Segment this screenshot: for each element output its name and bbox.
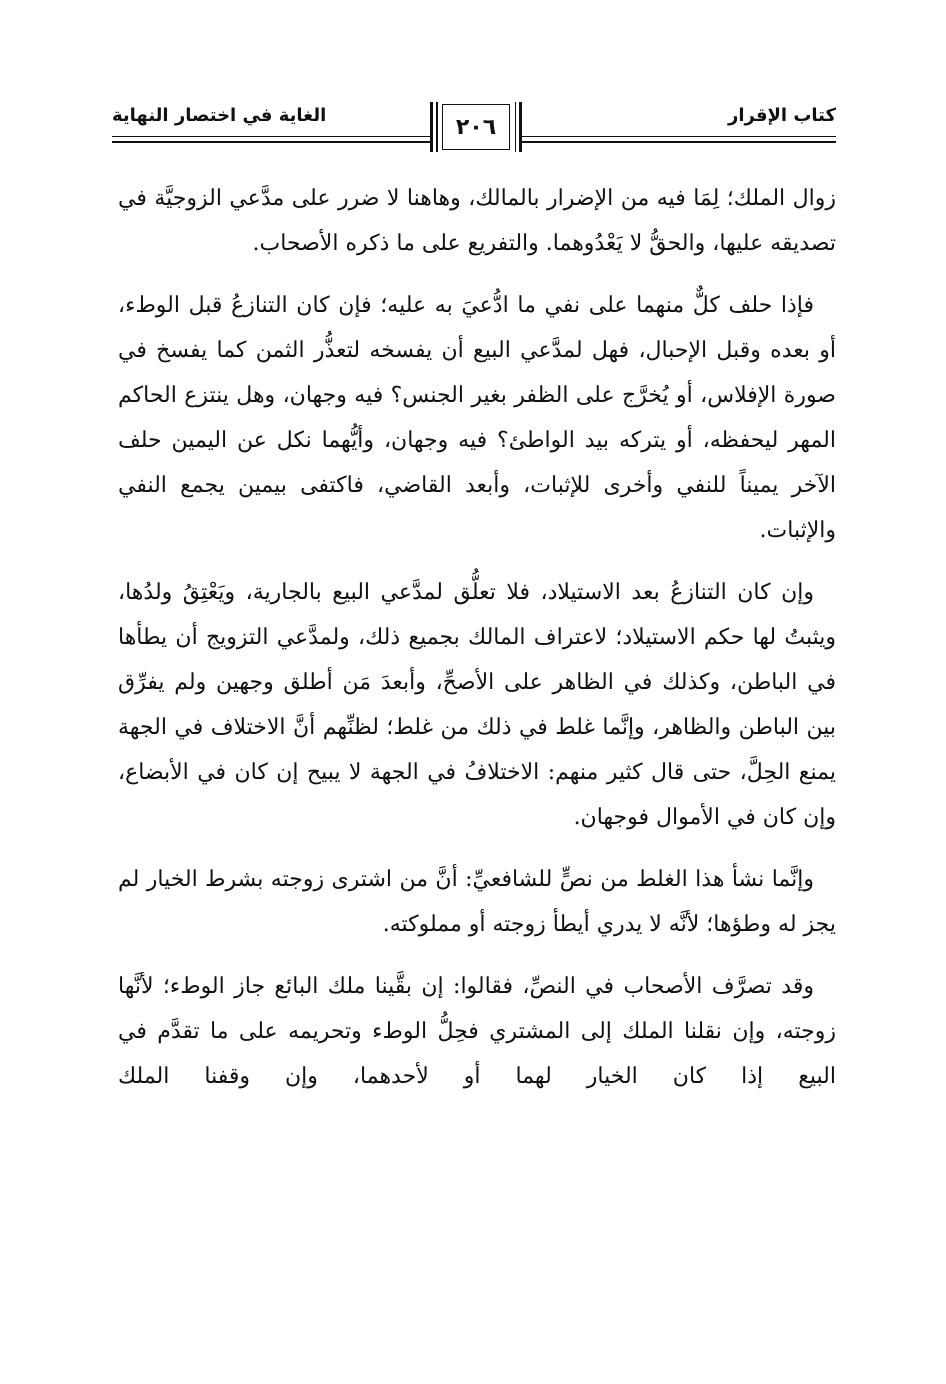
page-number-frame xyxy=(430,102,522,152)
paragraph-3: وإن كان التنازعُ بعد الاستيلاد، فلا تعلُّق لمدَّعي البيع بالجارية، ويَعْتِقُ ولدُها، ويثبتُ لها حكم الاستيلاد؛ لاعتراف المالك بجميع ذلك، ولمدَّعي التزويج أن يطأها في الباطن، وكذلك في الظاهر على الأصحِّ، وأبعدَ مَن أطلق وجهين ولم يفرِّق بين الباطن والظاهر، وإنَّما غلط في ذلك من غلط؛ لظنِّهم أنَّ الاختلاف في الجهة يمنع الحِلَّ، حتى قال كثير منهم: الاختلافُ في الجهة لا يبيح إن كان في الأبضاع، وإن كان في الأموال فوجهان. xyxy=(118,580,836,830)
paragraph-1: زوال الملك؛ لِمَا فيه من الإضرار بالمالك، وهاهنا لا ضرر على مدَّعي الزوجيَّة في تصديقه عليها، والحقُّ لا يَعْدُوهما. والتفريع على ما ذكره الأصحاب. xyxy=(118,186,836,256)
book-title: الغاية في اختصار النهاية xyxy=(112,105,327,126)
paragraph-2: فإذا حلف كلٌّ منهما على نفي ما ادُّعيَ به عليه؛ فإن كان التنازعُ قبل الوطء، أو بعده وقبل الإحبال، فهل لمدَّعي البيع أن يفسخه لتعذُّر الثمن كما يفسخ في صورة الإفلاس، أو يُخرَّج على الظفر بغير الجنس؟ فيه وجهان، وهل ينتزع الحاكم المهر ليحفظه، أو يتركه بيد الواطئ؟ فيه وجهان، وأيُّهما نكل عن اليمين حلف الآخر يميناً للنفي وأخرى للإثبات، وأبعد القاضي، فاكتفى بيمين يجمع النفي والإثبات. xyxy=(118,293,836,543)
body-text xyxy=(118,176,836,1116)
running-header xyxy=(112,98,836,156)
paragraph-4: وإنَّما نشأ هذا الغلط من نصٍّ للشافعيِّ: أنَّ من اشترى زوجته بشرط الخيار لم يجز له وطؤها؛ لأنَّه لا يدري أيطأ زوجته أو مملوكته. xyxy=(118,867,836,937)
chapter-title: كتاب الإقرار xyxy=(727,105,836,126)
paragraph-5: وقد تصرَّف الأصحاب في النصِّ، فقالوا: إن بقَّينا ملك البائع جاز الوطء؛ لأنَّها زوجته، وإن نقلنا الملك إلى المشتري فحِلُّ الوطء وتحريمه على ما تقدَّم في البيع إذا كان الخيار لهما أو لأحدهما، وإن وقفنا الملك xyxy=(118,974,836,1089)
page-number: ٢٠٦ xyxy=(455,114,497,140)
